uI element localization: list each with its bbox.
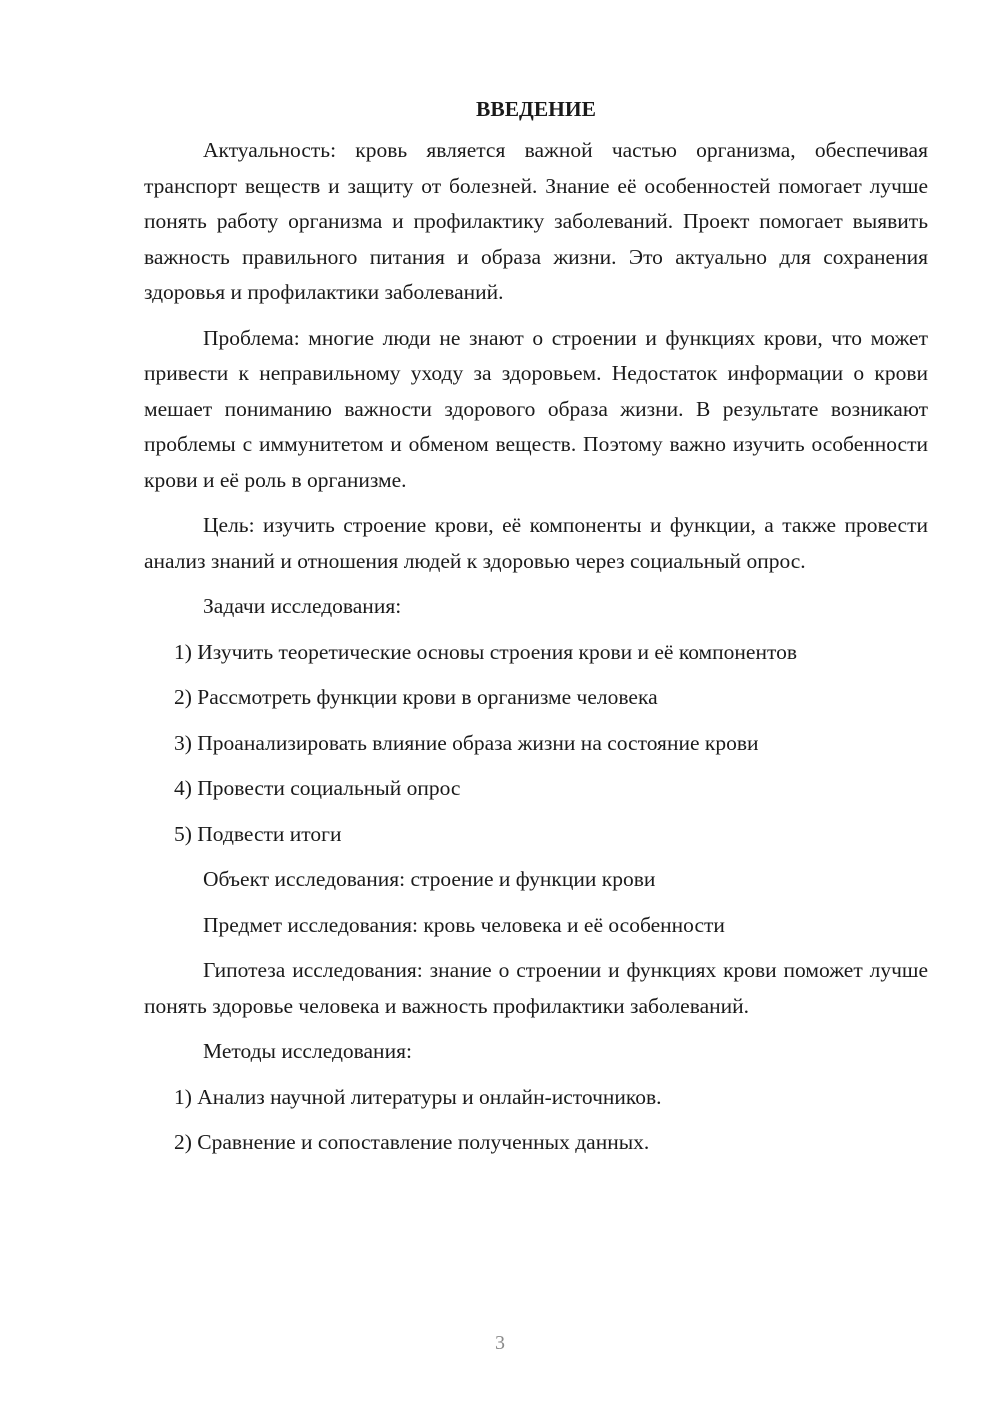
list-item: 2) Сравнение и сопоставление полученных данных. bbox=[174, 1130, 650, 1154]
list-item: 1) Изучить теоретические основы строения крови и её компонентов bbox=[174, 639, 797, 664]
list-item: 4) Провести социальный опрос bbox=[174, 776, 461, 800]
list-item: 5) Подвести итоги bbox=[174, 821, 342, 846]
subject-line: Предмет исследования: кровь человека и её особенности bbox=[203, 912, 725, 937]
list-item: 1) Анализ научной литературы и онлайн-источников. bbox=[174, 1084, 662, 1109]
methods-list bbox=[144, 1080, 928, 1161]
document-page bbox=[144, 92, 928, 1171]
tasks-heading: Задачи исследования: bbox=[203, 594, 402, 618]
hypothesis-paragraph: Гипотеза исследования: знание о строении и функциях крови поможет лучше понять здоровье человека и важность профилактики заболеваний. bbox=[144, 958, 928, 1018]
relevance-paragraph: Актуальность: кровь является важной частью организма, обеспечивая транспорт веществ и защиту от болезней. Знание её особенностей помогает лучше понять работу организма и профилактику заболеваний. Проект помогает выявить важность правильного питания и образа жизни. Это актуально для сохранения здоровья и профилактики заболеваний. bbox=[144, 138, 928, 304]
object-line: Объект исследования: строение и функции крови bbox=[203, 867, 656, 891]
methods-heading: Методы исследования: bbox=[203, 1039, 412, 1063]
goal-paragraph: Цель: изучить строение крови, её компоненты и функции, а также провести анализ знаний и отношения людей к здоровью через социальный опрос. bbox=[144, 513, 928, 573]
tasks-list bbox=[144, 635, 928, 853]
list-item: 2) Рассмотреть функции крови в организме человека bbox=[174, 685, 658, 709]
section-title: ВВЕДЕНИЕ bbox=[476, 97, 596, 121]
page-number: 3 bbox=[495, 1332, 505, 1354]
list-item: 3) Проанализировать влияние образа жизни на состояние крови bbox=[174, 730, 759, 755]
problem-paragraph: Проблема: многие люди не знают о строении и функциях крови, что может привести к неправильному уходу за здоровьем. Недостаток информации о крови мешает пониманию важности здорового образа жизни. В результате возникают проблемы с иммунитетом и обменом веществ. Поэтому важно изучить особенности крови и её роль в организме. bbox=[144, 325, 928, 492]
